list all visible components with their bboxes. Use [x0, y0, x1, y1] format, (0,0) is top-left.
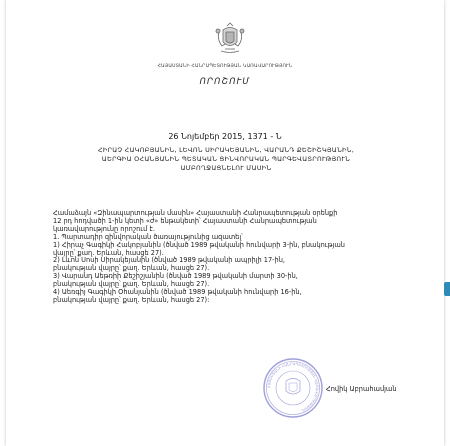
body-line: 3) Վարանդ Աեթռիի Քեշիշյանին (ծնված 1989 թվականի մարտի 30-ին, [53, 272, 298, 281]
body-line: Համաձայն «Զինապարտության մասին» Հայաստանի Հանրապետության օրենքի [53, 209, 338, 217]
body-line: կառավարությունը որոշում է. [53, 224, 155, 233]
signatory-name: Հովիկ Աբրահամյան [326, 385, 397, 393]
subject-line: ԱԵՐԳԻԱ ՕՀԱՆՅԱՆԻՆ ՊԵՏԱԿԱՆ ՑԻՆՎՈՐԱԿԱՆ ՊԱՐԳԵՎԱՏՐՈՒԹՅՈՒՆ [101, 155, 351, 164]
body-line: վայրը՝ քաղ. Երևան, հասցե 27). [53, 248, 164, 257]
body-line: բնակության վայրը՝ քաղ. Երևան, հասցե 27). [53, 280, 210, 289]
body-line: 4) Աեռգիյ Գագիկի Օհանյանին (ծնված 1989 թվականի հունվարի 16-ին, [53, 288, 302, 297]
subject-line: ԱՄԲՈՂՋԱՑՆԵԼՈՒ ՄԱՍԻՆ [180, 164, 272, 173]
issuing-authority: ՀԱՅԱՍՏԱՆԻ ՀԱՆՐԱՊԵՏՈՒԹՅԱՆ ԿԱՌԱՎԱՐՈՒԹՅՈՒՆ [157, 64, 293, 69]
body-line: բնակության վայրը՝ քաղ. Երևան, հասցե 27). [53, 264, 210, 273]
subject-line: ՀԻՐԱՉ ՀԱԿՈԲՅԱՆԻՆ, ԼԵՎՈՆ ՍԻՐԱԿԵՅԱՆԻՆ, ՎԱՐԱՆԴ ՔԵՇԻՇԿՅԱՆԻՆ, [97, 146, 355, 154]
document-type: ՈՐՈՇՈՒՄ [199, 77, 251, 87]
body-line: 1) Հիրաչ Գագիկի Հակոբյանին (ծնված 1989 թվականի հունվարի 3-ին, բնակության [53, 240, 345, 249]
body-line: 1. Պարտադիր զինվորական ծառայությունից ազատել՝ [53, 232, 243, 241]
decision-subject [76, 146, 376, 174]
decision-body [53, 210, 413, 305]
body-line: բնակության վայրը՝ քաղ. Երևան, հասցե 27): [53, 295, 210, 304]
decision-date-number: 26 Նոյեմբեր 2015, 1371 - Ն [168, 132, 282, 141]
official-seal-stamp [262, 357, 324, 419]
scroll-edge-indicator[interactable] [444, 282, 450, 296]
body-line: 12 րդ հոդվածի 1-ին կետի «ժ» ենթակետի՝ Հայաստանի Հանրապետության [53, 216, 317, 225]
svg-text:ՀԱՅԱՍՏԱՆԻ ՀԱՆՐԱՊԵՏՈՒԹՅԱՆ ԿԱՌԱՎ: ՀԱՅԱՍՏԱՆԻ ՀԱՆՐԱՊԵՏՈՒԹՅԱՆ ԿԱՌԱՎԱՐՈՒԹՅՈՒՆ [266, 361, 320, 413]
coat-of-arms-icon [213, 22, 247, 56]
body-line: 2) Լևոն Սոսի Սիրակեյանին (ծնված 1989 թվականի ապրիլի 17-ին, [53, 256, 286, 265]
document-page [6, 0, 444, 446]
